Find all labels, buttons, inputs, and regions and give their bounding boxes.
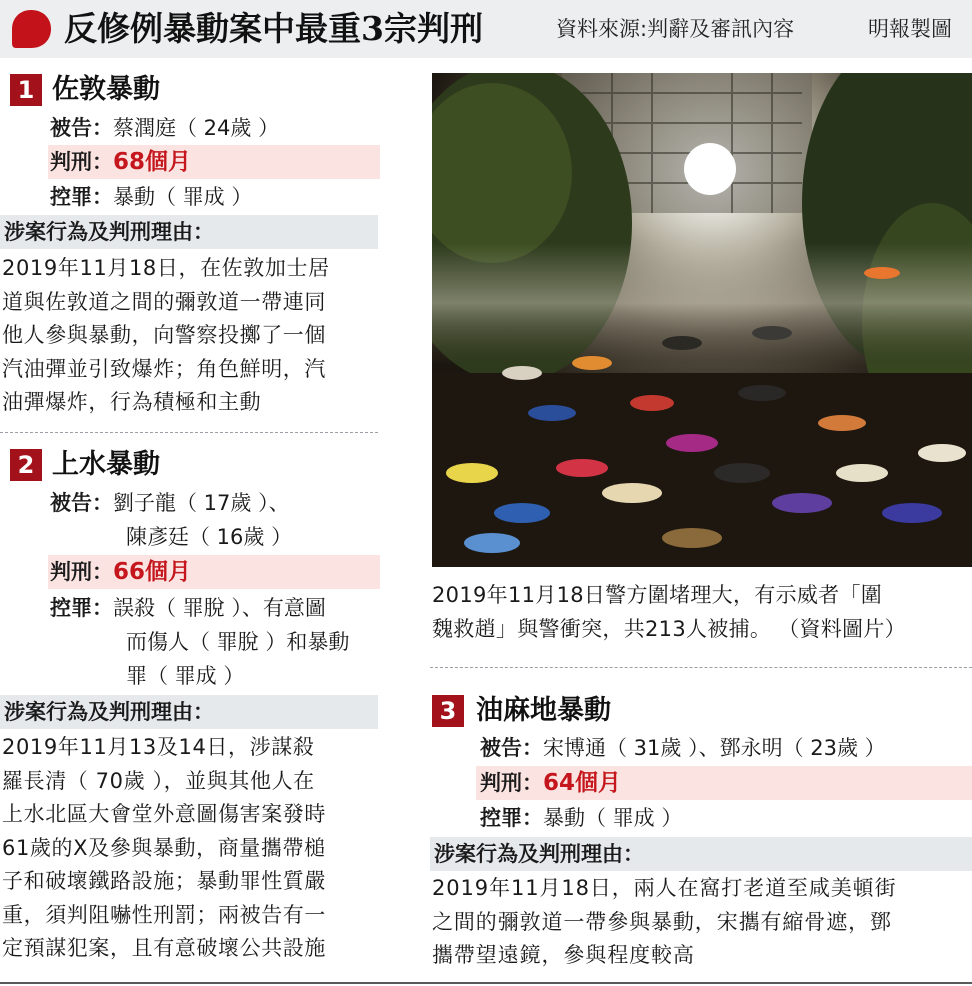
reason-line: 子和破壞鐵路設施；暴動罪性質嚴 (2, 869, 326, 893)
reason-line: 61歲的X及參與暴動，商量攜帶槌 (2, 835, 326, 860)
reason-line: 定預謀犯案，且有意破壞公共設施 (2, 936, 326, 960)
sentence-value: 66個月 (113, 559, 192, 585)
sentence-label: 判刑： (50, 560, 113, 584)
source-note: 資料來源:判辭及審訊內容 (556, 17, 795, 41)
sentence-row (476, 766, 972, 800)
caption-line: 2019年11月18日警方圍堵理大，有示威者「圍 (432, 583, 883, 607)
charge-label: 控罪： (50, 596, 113, 620)
reason-line: 攜帶望遠鏡，參與程度較高 (432, 943, 695, 967)
reason-text (432, 872, 897, 973)
sentence-value: 68個月 (113, 149, 192, 175)
defendant-row (480, 731, 886, 765)
charge-label: 控罪： (50, 185, 113, 209)
bottom-rule (0, 982, 972, 984)
defendant-label: 被告： (50, 491, 113, 515)
defendant-row-2: 陳彥廷（ 16歲 ） (126, 525, 293, 549)
charge-row-2: 而傷人（ 罪脫 ）和暴動 (126, 630, 350, 654)
protest-photo (432, 73, 972, 567)
divider (0, 432, 378, 433)
defendant-row (50, 486, 290, 520)
reason-text (2, 731, 326, 966)
caption-line: 魏救趙」與警衝突，共213人被捕。 （資料圖片） (432, 617, 906, 641)
sentence-row (48, 555, 380, 589)
sentence-value: 64個月 (543, 770, 622, 796)
defendant-label: 被告： (50, 116, 113, 140)
header-bar (0, 0, 972, 58)
case-title: 油麻地暴動 (476, 695, 611, 726)
charge-row (480, 801, 682, 835)
charge-label: 控罪： (480, 806, 543, 830)
sentence-label: 判刑： (480, 771, 543, 795)
reason-line: 2019年11月13及14日，涉謀殺 (2, 735, 315, 759)
reason-heading: 涉案行為及判刑理由： (0, 215, 378, 249)
divider (430, 667, 972, 668)
reason-line: 重，須判阻嚇性刑罰；兩被告有一 (2, 902, 326, 927)
case-title: 佐敦暴動 (52, 74, 160, 105)
charge-row (50, 591, 326, 625)
reason-line: 他人參與暴動，向警察投擲了一個 (2, 323, 326, 347)
case-number-badge: 2 (10, 449, 42, 481)
defendant-value: 宋博通（ 31歲 ）、鄧永明（ 23歲 ） (543, 736, 886, 760)
reason-text (2, 252, 330, 420)
case-title: 上水暴動 (52, 449, 160, 480)
sentence-label: 判刑： (50, 150, 113, 174)
reason-line: 道與佐敦道之間的彌敦道一帶連同 (2, 289, 326, 314)
credit-note: 明報製圖 (868, 17, 952, 41)
reason-line: 油彈爆炸，行為積極和主動 (2, 390, 262, 414)
reason-heading: 涉案行為及判刑理由： (430, 837, 972, 871)
case-number-badge: 1 (10, 74, 42, 106)
reason-heading: 涉案行為及判刑理由： (0, 695, 378, 729)
reason-line: 上水北區大會堂外意圖傷害案發時 (2, 802, 326, 826)
reason-line: 2019年11月18日，在佐敦加士居 (2, 256, 330, 280)
charge-row-3: 罪（ 罪成 ） (126, 664, 245, 688)
protest-photo-illustration (432, 73, 972, 567)
photo-caption (432, 578, 972, 646)
case-number-badge: 3 (432, 695, 464, 727)
charge-value: 暴動（ 罪成 ） (113, 185, 253, 209)
defendant-row (50, 111, 279, 145)
reason-line: 汽油彈並引致爆炸；角色鮮明，汽 (2, 356, 326, 381)
defendant-label: 被告： (480, 736, 543, 760)
red-blob-icon (10, 8, 52, 50)
charge-row (50, 180, 252, 214)
defendant-value: 蔡潤庭（ 24歲 ） (113, 116, 280, 140)
reason-line: 2019年11月18日，兩人在窩打老道至咸美頓街 (432, 876, 897, 900)
defendant-value: 劉子龍（ 17歲 ）、 (113, 491, 290, 515)
page-title: 反修例暴動案中最重3宗判刑 (64, 9, 483, 48)
reason-line: 之間的彌敦道一帶參與暴動，宋攜有縮骨遮，鄧 (432, 909, 892, 934)
charge-value: 暴動（ 罪成 ） (543, 806, 683, 830)
charge-value: 誤殺（ 罪脫 ）、有意圖 (113, 596, 326, 620)
sentence-row (48, 145, 380, 179)
reason-line: 羅長清（ 70歲 ），並與其他人在 (2, 768, 315, 793)
